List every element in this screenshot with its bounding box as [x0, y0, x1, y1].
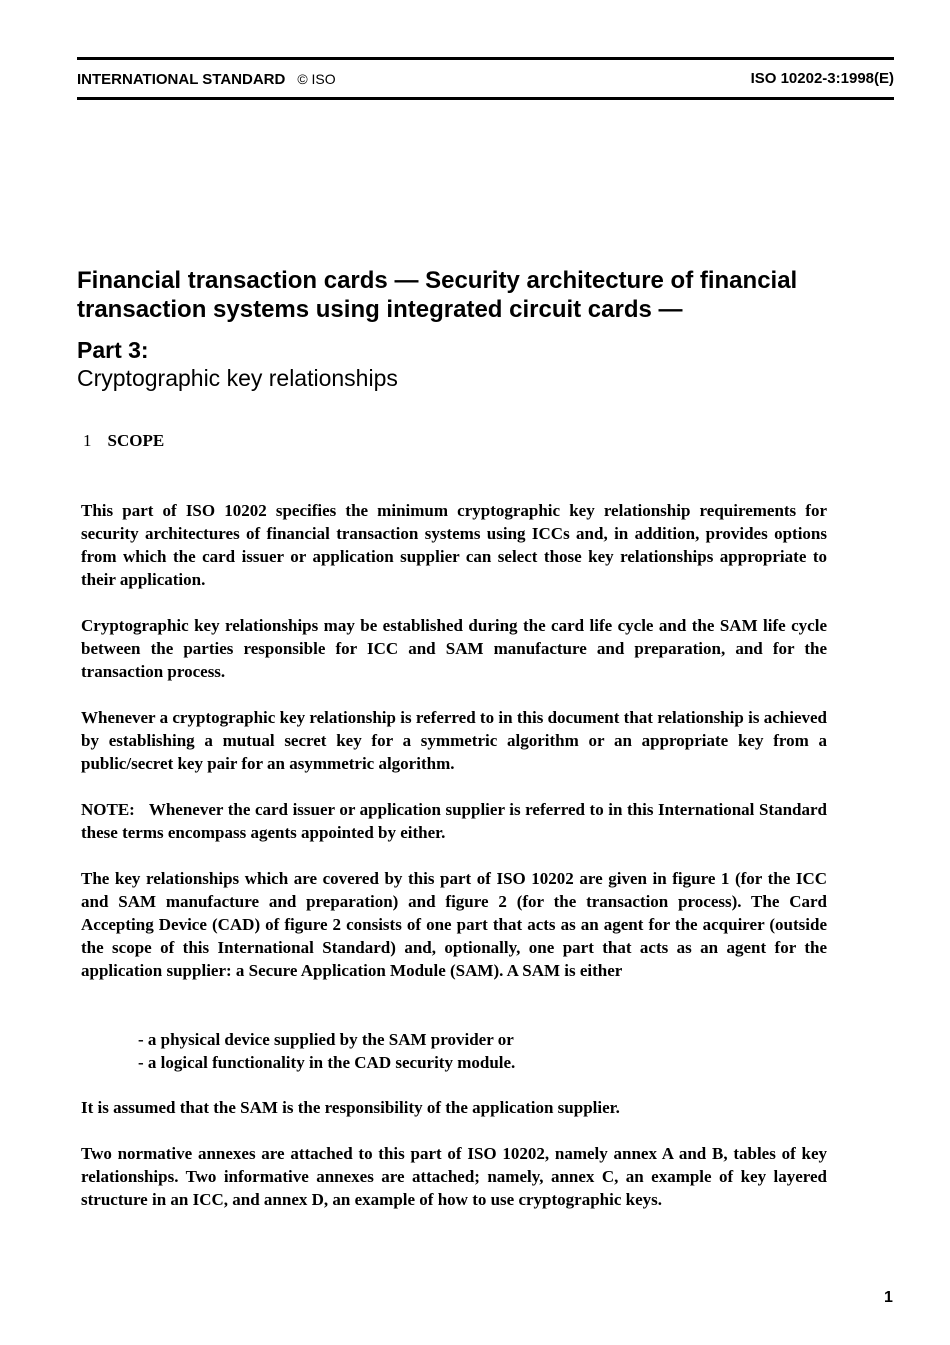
section-label: SCOPE: [107, 431, 165, 450]
document-reference: ISO 10202-3:1998(E): [750, 70, 894, 87]
section-heading: [83, 430, 164, 452]
header-left: [77, 69, 336, 90]
page-number: 1: [884, 1289, 893, 1306]
list-item: - a logical functionality in the CAD security module.: [138, 1053, 516, 1072]
list-item: - a physical device supplied by the SAM provider or: [138, 1030, 514, 1049]
copyright-label: © ISO: [297, 71, 336, 87]
part-title: Cryptographic key relationships: [77, 365, 398, 391]
part-number: Part 3:: [77, 337, 149, 363]
scope-paragraph-5: It is assumed that the SAM is the responsibility of the application supplier.: [81, 1098, 620, 1117]
doc-type-label: INTERNATIONAL STANDARD: [77, 71, 286, 88]
note-text: Whenever the card issuer or application supplier is referred to in this International Standard these terms encompass agents appointed by either.: [81, 800, 827, 842]
note-label: NOTE:: [81, 800, 135, 819]
scope-paragraph-1: This part of ISO 10202 specifies the minimum cryptographic key relationship requirements for security architectures of financial transaction systems using ICCs and, in addition, provides options from which the card issuer or application supplier can select those key relationships appropriate to their application.: [81, 501, 827, 589]
scope-paragraph-4: The key relationships which are covered by this part of ISO 10202 are given in figure 1 (for the ICC and SAM manufacture and preparation) and figure 2 (for the transaction process). The Card Accepting Device (CAD) of figure 2 consists of one part that acts as an agent for the acquirer (outside the scope of this International Standard) and, optionally, one part that acts as an agent for the application supplier: a Secure Application Module (SAM). A SAM is either: [81, 869, 827, 980]
scope-paragraph-6: Two normative annexes are attached to this part of ISO 10202, namely annex A and B, tables of key relationships. Two informative annexes are attached; namely, annex C, an example of key layered structure in an ICC, and annex D, an example of how to use cryptographic keys.: [81, 1144, 827, 1209]
header-top-rule: [77, 57, 894, 60]
document-title: Financial transaction cards — Security architecture of financial transaction systems using integrated circuit cards —: [77, 267, 798, 323]
section-number: 1: [83, 431, 92, 450]
note-paragraph: [81, 798, 827, 844]
header-bottom-rule: [77, 97, 894, 100]
scope-paragraph-2: Cryptographic key relationships may be established during the card life cycle and the SAM life cycle between the parties responsible for ICC and SAM manufacture and preparation, and for the transaction process.: [81, 616, 827, 681]
scope-paragraph-3: Whenever a cryptographic key relationship is referred to in this document that relationship is achieved by establishing a mutual secret key for a symmetric algorithm or an appropriate key from a public/secret key pair for an asymmetric algorithm.: [81, 708, 827, 773]
page-header: [77, 69, 894, 89]
